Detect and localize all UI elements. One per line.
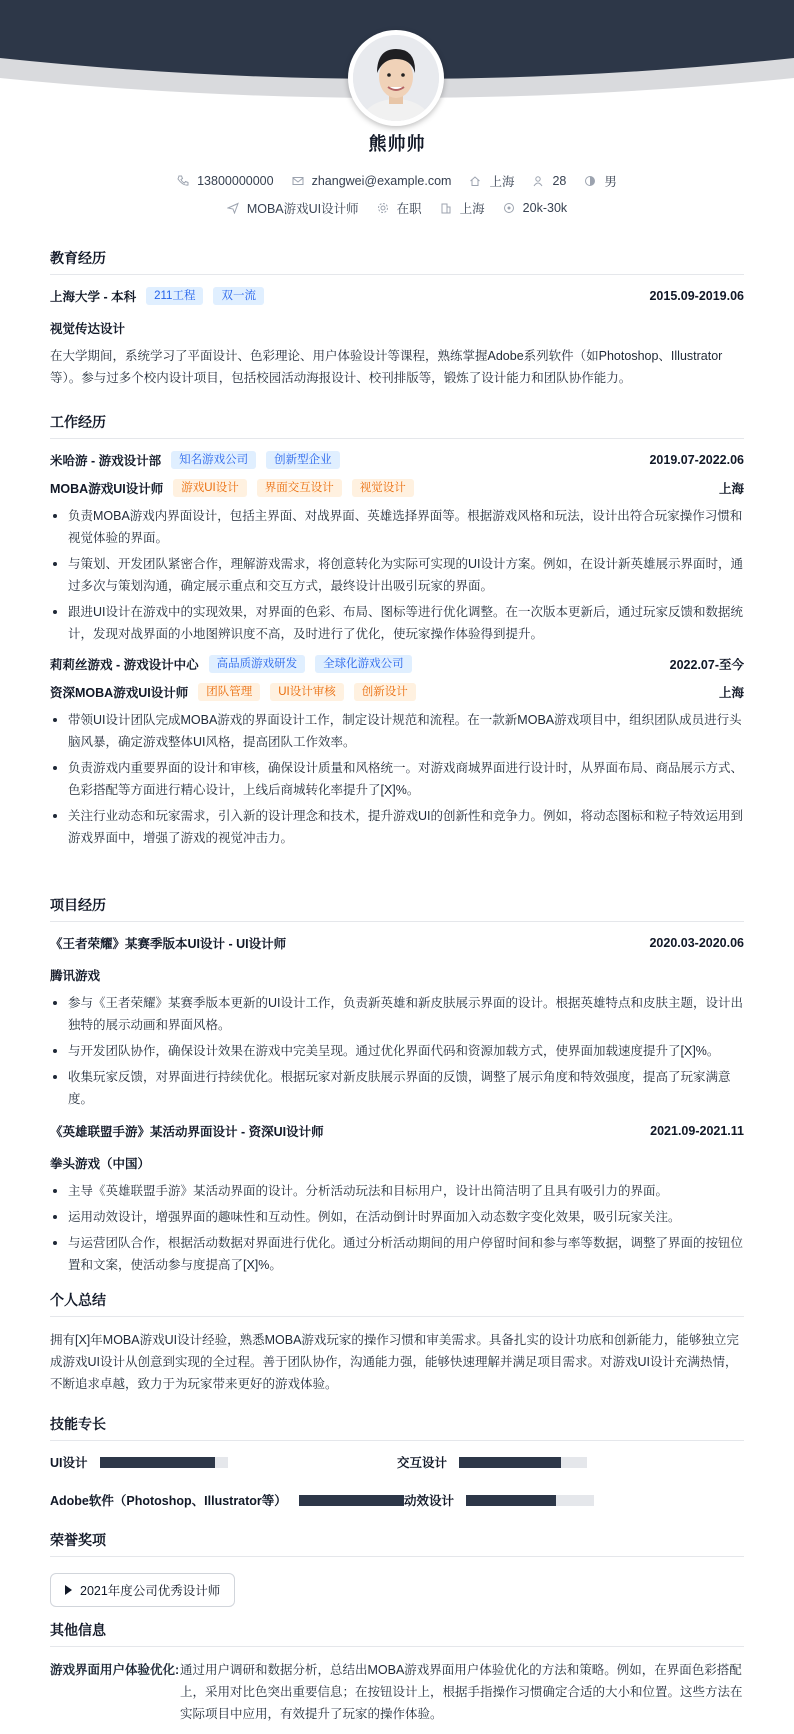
list-item: 与开发团队协作，确保设计效果在游戏中完美呈现。通过优化界面代码和资源加载方式，使界面加载速度提升了[X]%。 (50, 1040, 744, 1062)
role-row (50, 479, 744, 497)
role-tag: 游戏UI设计 (173, 479, 247, 497)
home-icon (469, 175, 481, 187)
phone-icon (177, 175, 189, 187)
skill-bar-fill (459, 1457, 561, 1468)
contact-row (0, 172, 794, 190)
target-job-item (227, 199, 359, 217)
list-item: 运用动效设计，增强界面的趣味性和互动性。例如，在活动倒计时界面加入动态数字变化效果，吸引玩家关注。 (50, 1206, 744, 1228)
skill-bar-fill (466, 1495, 556, 1506)
skill-bar (466, 1495, 594, 1506)
email-item (292, 174, 452, 188)
work-bullets (50, 505, 744, 645)
work-city: 上海 (718, 686, 744, 700)
list-item: 带领UI设计团队完成MOBA游戏的界面设计工作，制定设计规范和流程。在一款新MOBA游戏项目中，组织团队成员进行头脑风暴，确定游戏整体UI风格，提高团队工作效率。 (50, 709, 744, 753)
company-tag: 知名游戏公司 (171, 451, 256, 469)
status-text: 在职 (396, 202, 422, 216)
company-name: 米哈游 - 游戏设计部 (50, 454, 162, 468)
project-org: 拳头游戏（中国） (50, 1157, 151, 1171)
phone-item (177, 174, 273, 188)
skill-name: 交互设计 (397, 1456, 448, 1470)
other-text: 通过用户调研和数据分析，总结出MOBA游戏界面用户体验优化的方法和策略。例如，在界面色彩搭配上，采用对比色突出重要信息；在按钮设计上，根据手指操作习惯确定合适的大小和位置。这些方法在实际项目中应用，有效提升了玩家的操作体验。 (180, 1663, 743, 1721)
gender-item (584, 172, 617, 190)
school-name: 上海大学 - 本科 (50, 290, 137, 304)
school-tag: 211工程 (146, 287, 203, 305)
list-item: 关注行业动态和玩家需求，引入新的设计理念和技术，提升游戏UI的创新性和竞争力。例如，将动态图标和粒子特效运用到游戏界面中，增强了游戏的视觉冲击力。 (50, 805, 744, 849)
skill-name: 动效设计 (404, 1494, 455, 1508)
honor-text: 2021年度公司优秀设计师 (80, 1584, 221, 1598)
skill-name: UI设计 (50, 1456, 88, 1470)
company-tag: 全球化游戏公司 (315, 655, 412, 673)
project-date: 2020.03-2020.06 (649, 936, 744, 950)
list-item: 参与《王者荣耀》某赛季版本更新的UI设计工作，负责新英雄和新皮肤展示界面的设计。根据英雄特点和皮肤主题，设计出独特的展示动画和界面风格。 (50, 992, 744, 1036)
project-header (50, 934, 744, 952)
work-date: 2019.07-2022.06 (649, 453, 744, 467)
work-header (50, 655, 744, 673)
project-header (50, 1122, 744, 1140)
job-intent-row (0, 199, 794, 217)
education-title: 教育经历 (50, 248, 744, 275)
location-text: 上海 (489, 175, 515, 189)
salary-text: 20k-30k (522, 201, 568, 215)
candidate-name: 熊帅帅 (368, 134, 426, 154)
status-item (377, 199, 422, 217)
skill-item (50, 1491, 404, 1509)
work-date: 2022.07-至今 (669, 658, 744, 672)
gender-text: 男 (604, 175, 617, 189)
company-name: 莉莉丝游戏 - 游戏设计中心 (50, 658, 199, 672)
role-tag: UI设计审核 (270, 683, 344, 701)
list-item: 主导《英雄联盟手游》某活动界面的设计。分析活动玩法和目标用户，设计出简洁明了且具有吸引力的界面。 (50, 1180, 744, 1202)
skill-row (50, 1491, 744, 1509)
send-icon (227, 202, 239, 214)
work-bullets (50, 709, 744, 849)
skill-bar (459, 1457, 587, 1468)
role-name: MOBA游戏UI设计师 (50, 482, 164, 496)
role-tag: 团队管理 (198, 683, 260, 701)
company-tag: 高品质游戏研发 (209, 655, 306, 673)
project-bullets (50, 1180, 744, 1276)
skills-section (50, 1414, 744, 1509)
gender-icon (584, 175, 596, 187)
location-item (469, 172, 514, 190)
company-tag: 创新型企业 (266, 451, 340, 469)
project-org: 腾讯游戏 (50, 969, 101, 983)
projects-title: 项目经历 (50, 895, 744, 922)
target-city-item (440, 199, 485, 217)
role-name: 资深MOBA游戏UI设计师 (50, 686, 189, 700)
skill-bar (299, 1495, 404, 1506)
summary-section (50, 1290, 744, 1395)
education-section (50, 248, 744, 389)
other-title: 其他信息 (50, 1620, 744, 1647)
other-section (50, 1620, 744, 1725)
target-job-text: MOBA游戏UI设计师 (246, 202, 359, 216)
skill-name: Adobe软件（Photoshop、Illustrator等） (50, 1494, 287, 1508)
project-bullets (50, 992, 744, 1110)
other-item (50, 1659, 744, 1725)
phone-text: 13800000000 (197, 174, 274, 188)
education-header (50, 287, 744, 305)
skill-bar-fill (100, 1457, 215, 1468)
projects-section (50, 895, 744, 1280)
money-icon (503, 202, 515, 214)
skill-item (397, 1453, 744, 1471)
list-item: 跟进UI设计在游戏中的实现效果，对界面的色彩、布局、图标等进行优化调整。在一次版本更新后，通过玩家反馈和数据统计，发现对战界面的小地图辨识度不高，及时进行了优化，使玩家操作体验得到提升。 (50, 601, 744, 645)
honors-title: 荣誉奖项 (50, 1530, 744, 1557)
work-section (50, 412, 744, 853)
school-tag: 双一流 (213, 287, 264, 305)
mail-icon (292, 175, 304, 187)
email-text: zhangwei@example.com (311, 174, 452, 188)
work-title: 工作经历 (50, 412, 744, 439)
age-item (532, 174, 566, 188)
role-tag: 创新设计 (354, 683, 416, 701)
other-label: 游戏界面用户体验优化: (50, 1663, 180, 1677)
education-desc: 在大学期间，系统学习了平面设计、色彩理论、用户体验设计等课程，熟练掌握Adobe系列软件（如Photoshop、Illustrator等）。参与过多个校内设计项目，包括校园活动海报设计、校刊排版等，锻炼了设计能力和团队协作能力。 (50, 349, 723, 385)
work-header (50, 451, 744, 469)
list-item: 负责游戏内重要界面的设计和审核，确保设计质量和风格统一。对游戏商城界面进行设计时，从界面布局、商品展示方式、色彩搭配等方面进行精心设计，上线后商城转化率提升了[X]%。 (50, 757, 744, 801)
role-row (50, 683, 744, 701)
target-city-text: 上海 (459, 202, 485, 216)
skills-title: 技能专长 (50, 1414, 744, 1441)
honor-item[interactable] (50, 1573, 235, 1607)
gear-icon (377, 202, 389, 214)
summary-text: 拥有[X]年MOBA游戏UI设计经验，熟悉MOBA游戏玩家的操作习惯和审美需求。具备扎实的设计功底和创新能力，能够独立完成游戏UI设计从创意到实现的全过程。善于团队协作，沟通能力强，能够快速理解并满足项目需求。对游戏UI设计充满热情，不断追求卓越，致力于为玩家带来更好的游戏体验。 (50, 1333, 739, 1391)
age-text: 28 (552, 174, 567, 188)
play-icon (65, 1585, 72, 1595)
skill-row (50, 1453, 744, 1471)
education-date: 2015.09-2019.06 (649, 289, 744, 303)
avatar (353, 35, 439, 121)
list-item: 负责MOBA游戏内界面设计，包括主界面、对战界面、英雄选择界面等。根据游戏风格和玩法，设计出符合玩家操作习惯和视觉体验的界面。 (50, 505, 744, 549)
project-date: 2021.09-2021.11 (650, 1124, 744, 1138)
project-title: 《英雄联盟手游》某活动界面设计 - 资深UI设计师 (50, 1125, 324, 1139)
salary-item (503, 201, 567, 215)
honors-section (50, 1530, 744, 1607)
avatar-frame (348, 30, 444, 126)
summary-title: 个人总结 (50, 1290, 744, 1317)
skill-item (404, 1491, 744, 1509)
project-title: 《王者荣耀》某赛季版本UI设计 - UI设计师 (50, 937, 287, 951)
skill-bar-fill (299, 1495, 404, 1506)
building-icon (440, 202, 452, 214)
skill-bar (100, 1457, 228, 1468)
major: 视觉传达设计 (50, 322, 126, 336)
list-item: 收集玩家反馈，对界面进行持续优化。根据玩家对新皮肤展示界面的反馈，调整了展示角度和特效强度，提高了玩家满意度。 (50, 1066, 744, 1110)
role-tag: 视觉设计 (352, 479, 414, 497)
user-icon (532, 175, 544, 187)
skill-item (50, 1453, 397, 1471)
list-item: 与运营团队合作，根据活动数据对界面进行优化。通过分析活动期间的用户停留时间和参与率等数据，调整了界面的按钮位置和文案，使活动参与度提高了[X]%。 (50, 1232, 744, 1276)
role-tag: 界面交互设计 (257, 479, 342, 497)
work-city: 上海 (718, 482, 744, 496)
list-item: 与策划、开发团队紧密合作，理解游戏需求，将创意转化为实际可实现的UI设计方案。例如，在设计新英雄展示界面时，通过多次与策划沟通，确定展示重点和交互方式，最终设计出吸引玩家的界面。 (50, 553, 744, 597)
